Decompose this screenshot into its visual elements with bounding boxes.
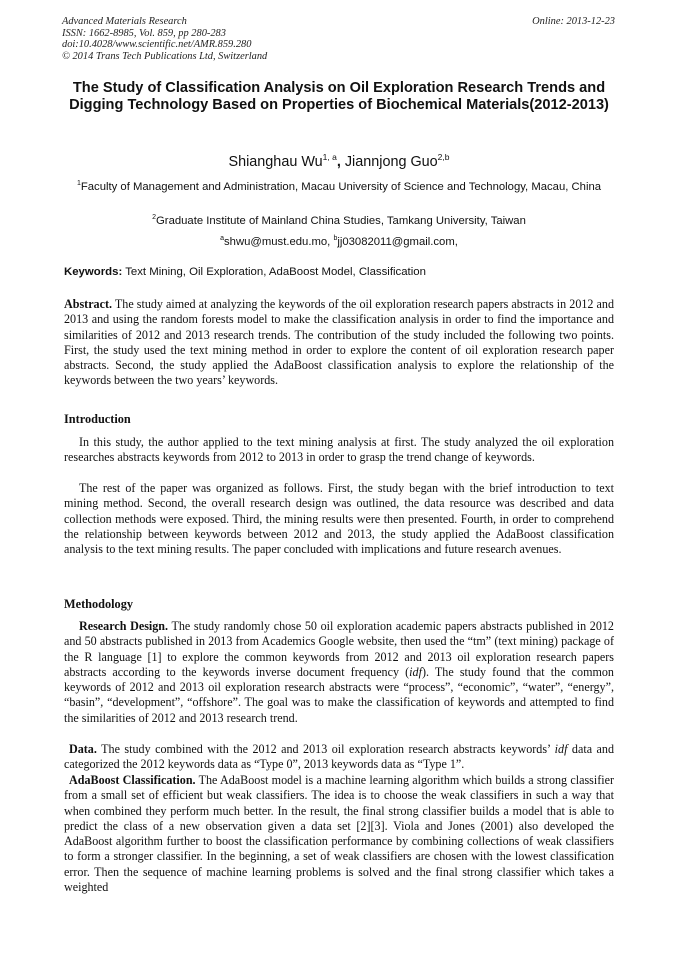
paper-title: The Study of Classification Analysis on Oil Exploration Research Trends and Digging Technology Based on Properties of Biochemical Materials(2012-2013) bbox=[69, 80, 609, 114]
adaboost-paragraph bbox=[64, 773, 614, 895]
author-1-sup: 1, a bbox=[322, 152, 337, 162]
research-design-text-2: ). The study found that the common keywords of 2012 and 2013 oil exploration research abstracts were “process”, “economic”, “water”, “energy”, “basin”, “development”, “offshore”. The goal was to make the classification of keywords and attempted to find the similarities of 2012 and 2013 research trend. bbox=[64, 664, 614, 725]
journal-copyright: © 2014 Trans Tech Publications Ltd, Switzerland bbox=[62, 50, 268, 62]
data-paragraph bbox=[64, 742, 614, 773]
data-text-2: data and categorized the 2012 keywords data as “Type 0”, 2013 keywords data as “Type 1”. bbox=[64, 742, 614, 772]
author-line bbox=[52, 148, 626, 171]
research-design-label: Research Design. bbox=[79, 619, 169, 633]
email-a: shwu@must.edu.mo, bbox=[224, 236, 334, 248]
online-date: Online: 2013-12-23 bbox=[532, 16, 615, 27]
affiliation-2-text: Graduate Institute of Mainland China Studies, Tamkang University, Taiwan bbox=[156, 215, 526, 227]
affiliation-2 bbox=[64, 210, 614, 229]
research-design-paragraph bbox=[64, 619, 614, 726]
introduction-paragraph-2: The rest of the paper was organized as follows. First, the study began with the brief introduction to text mining method. Second, the overall research design was outlined, the data resource was described and data collection methods were exposed. Third, the mining results were then presented. Fourth, in order to comprehend the relationship between keywords between 2012 and 2013, the study applied the AdaBoost classification analysis to the text mining results. The paper concluded with implications and future research avenues. bbox=[64, 481, 614, 557]
affiliation-1-sup: 1 bbox=[76, 180, 81, 187]
email-b: jj03082011@gmail.com, bbox=[337, 236, 458, 248]
journal-doi: doi:10.4028/www.scientific.net/AMR.859.280 bbox=[62, 39, 252, 51]
author-2: Jiannjong Guo bbox=[344, 154, 438, 170]
keywords-label: Keywords: bbox=[64, 266, 123, 278]
affiliation-2-sup: 2 bbox=[152, 214, 157, 221]
data-text-1: The study combined with the 2012 and 2013 oil exploration research abstracts keywords’ bbox=[96, 742, 555, 756]
journal-issn: ISSN: 1662-8985, Vol. 859, pp 280-283 bbox=[62, 27, 226, 39]
research-design-idf: idf bbox=[409, 664, 422, 679]
affiliation-1 bbox=[64, 176, 614, 195]
email-b-sup: b bbox=[333, 235, 338, 242]
adaboost-text: The AdaBoost model is a machine learning algorithm which builds a strong classifier from a small set of efficient but weak classifiers. The idea is to choose the weak classifiers in such a way that when combined they perform much better. In the result, the final strong classifier builds a model that is able to predict the class of a new observation given a data set [2][3]. Viola and Jones (2001) also developed the AdaBoost algorithm further to boost the classification performance by combining collections of weak classifiers to form a stronger classifier. In the beginning, a set of weak classifiers are chosen with the lowest classification error. Then the sequence of machine learning problems is solved and the final strong classifier which takes a weighted bbox=[64, 773, 614, 895]
email-line bbox=[64, 231, 614, 250]
author-separator: , bbox=[336, 154, 345, 170]
abstract bbox=[64, 297, 614, 389]
keywords-text: Text Mining, Oil Exploration, AdaBoost Model, Classification bbox=[122, 266, 426, 278]
adaboost-label: AdaBoost Classification. bbox=[69, 773, 196, 787]
abstract-label: Abstract. bbox=[64, 297, 113, 311]
keywords bbox=[64, 265, 624, 280]
research-design-text-1: The study randomly chose 50 oil exploration academic papers abstracts published in 2012 and 50 abstracts published in 2013 from Academics Google website, then used the “tm” (text mining) package of the R language [1] to explore the common keywords from 2012 and 2013 oil exploration research papers abstracts according to the keywords inverse document frequency ( bbox=[64, 619, 614, 679]
author-1: Shianghau Wu bbox=[228, 154, 323, 170]
data-label: Data. bbox=[69, 742, 97, 756]
methodology-heading: Methodology bbox=[64, 597, 133, 611]
introduction-heading: Introduction bbox=[64, 412, 131, 426]
journal-header bbox=[62, 16, 267, 62]
affiliation-1-text: Faculty of Management and Administration, Macau University of Science and Technology, Macau, China bbox=[80, 181, 602, 193]
abstract-text: The study aimed at analyzing the keywords of the oil exploration research papers abstracts in 2012 and 2013 and using the random forests model to make the classification analysis in order to find the importance and similarities of 2012 and 2013 research trends. The contribution of the study included the following two points. First, the study used the text mining method in order to explore the content of oil exploration research paper abstracts. Second, the study applied the AdaBoost classification analysis to explore the relationship of the keywords between the two years’ keywords. bbox=[64, 297, 614, 388]
introduction-paragraph-1: In this study, the author applied to the text mining analysis at first. The study analyzed the oil exploration researches abstracts keywords from 2012 to 2013 in order to grasp the trend change of keywords. bbox=[64, 435, 614, 465]
author-2-sup: 2,b bbox=[437, 152, 450, 162]
email-a-sup: a bbox=[220, 235, 225, 242]
journal-name: Advanced Materials Research bbox=[62, 16, 187, 27]
data-idf: idf bbox=[554, 742, 568, 756]
